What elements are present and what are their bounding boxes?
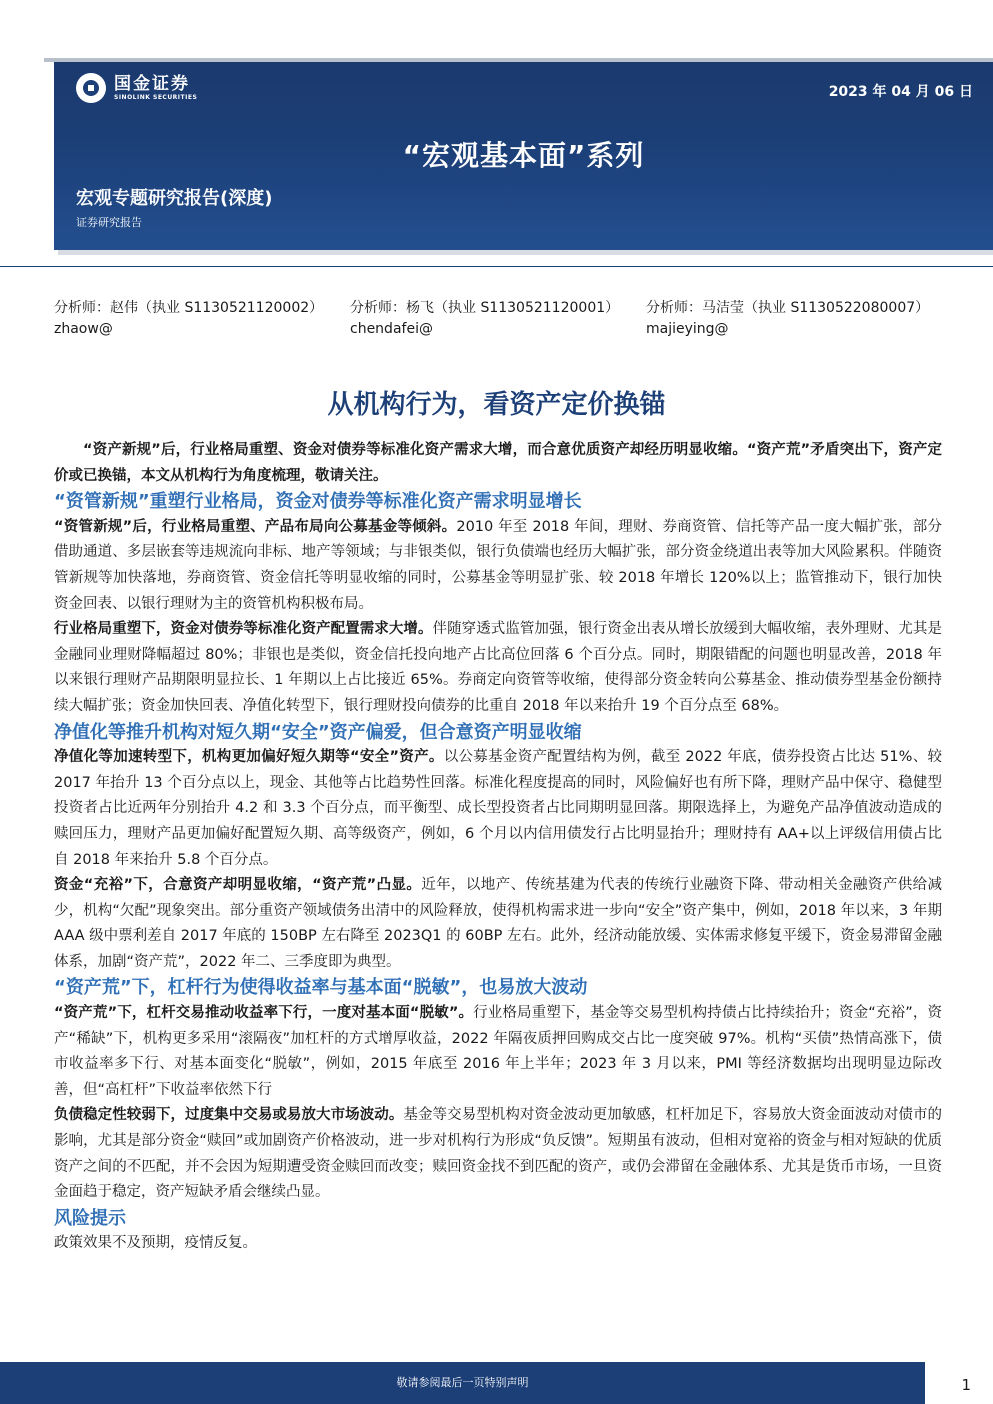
paragraph-lead: 负债稳定性较弱下，过度集中交易或易放大市场波动。 bbox=[54, 1107, 404, 1124]
footer-bar bbox=[0, 1362, 925, 1404]
paragraph-text: 基金等交易型机构对资金波动更加敏感，杠杆加足下，容易放大资金面波动对债市的影响，尤其是部分资金“赎回”或加剧资产价格波动，进一步对机构行为形成“负反馈”。短期虽有波动，但相对宽裕的资金与相对短缺的优质资产之间的不匹配，并不会因为短期遭受资金赎回而改变；赎回资金找不到匹配的资产，或仍会滞留在金融体系、尤其是货币市场，一旦资金面趋于稳定，资产短缺矛盾会继续凸显。 bbox=[54, 1107, 943, 1201]
analyst-name: 分析师：杨飞（执业 S1130521120001） bbox=[350, 300, 620, 316]
section-heading: “资管新规”重塑行业格局，资金对债券等标准化资产需求明显增长 bbox=[54, 491, 582, 513]
analyst-email: majieying@ bbox=[646, 321, 729, 337]
section-heading: 净值化等推升机构对短久期“安全”资产偏爱，但合意资产明显收缩 bbox=[54, 721, 582, 743]
intro-text: “资产新规”后，行业格局重塑、资金对债券等标准化资产需求大增，而合意优质资产却经历明显收缩。“资产荒”矛盾突出下，资产定价或已换锚，本文从机构行为角度梳理，敬请关注。 bbox=[54, 442, 942, 484]
intro-paragraph bbox=[54, 438, 942, 489]
paragraph-lead: 净值化等加速转型下，机构更加偏好短久期等“安全”资产。 bbox=[54, 749, 444, 766]
body-paragraph bbox=[54, 515, 942, 617]
body-paragraph bbox=[54, 1001, 942, 1103]
body-paragraph bbox=[54, 745, 942, 873]
paragraph-text: 行业格局重塑下，基金等交易型机构持债占比持续抬升；资金“充裕”，资产“稀缺”下，机构更多采用“滚隔夜”加杠杆的方式增厚收益，2022 年隔夜质押回购成交占比一度突破 97%。机构“买债”热情高涨下，债市收益率多下行、对基本面变化“脱敏”，例如，2015 年底至 2016 年上半年；2023 年 3 月以来，PMI 等经济数据均出现明显边际改善，但“高杠杆”下收益率依然下行 bbox=[54, 1005, 942, 1098]
paragraph-text: 政策效果不及预期，疫情反复。 bbox=[54, 1235, 257, 1252]
analyst-1 bbox=[54, 298, 323, 340]
analyst-name: 分析师：赵伟（执业 S1130521120002） bbox=[54, 300, 324, 316]
company-logo bbox=[76, 73, 197, 103]
analyst-email: zhaow@ bbox=[54, 321, 113, 337]
paragraph-text: 以公募基金资产配置结构为例，截至 2022 年底，债券投资占比达 51%、较 2017 年抬升 13 个百分点以上，现金、其他等占比趋势性回落。标准化程度提高的同时，风险偏好也有所下降，理财产品中保守、稳健型投资者占比近两年分别抬升 4.2 和 3.3 个百分点，而平衡型、成长型投资者占比同期明显回落。期限选择上，为避免产品净值波动造成的赎回压力，理财产品更加偏好配置短久期、高等级资产，例如，6 个月以内信用债发行占比明显抬升；理财持有 AA+以上评级信用债占比自 2018 年来抬升 5.8 个百分点。 bbox=[54, 749, 942, 868]
paragraph-text: 近年，以地产、传统基建为代表的传统行业融资下降、带动相关金融资产供给减少，机构“欠配”现象突出。部分重资产领域债务出清中的风险释放，使得机构需求进一步向“安全”资产集中，例如，2018 年以来，3 年期 AAA 级中票利差自 2017 年底的 150BP 左右降至 2023Q1 的 60BP 左右。此外，经济动能放缓、实体需求修复平缓下，资金易滞留金融体系，加剧“资产荒”，2022 年二、三季度即为典型。 bbox=[54, 877, 942, 970]
report-body bbox=[54, 438, 942, 1257]
analyst-email: chendafei@ bbox=[350, 321, 433, 337]
report-subtype: 证券研究报告 bbox=[76, 216, 142, 229]
risk-paragraph bbox=[54, 1231, 942, 1257]
logo-text bbox=[114, 75, 197, 102]
analyst-3 bbox=[646, 298, 929, 340]
header-top-line bbox=[44, 58, 993, 62]
paragraph-lead: “资产荒”下，杠杆交易推动收益率下行，一度对基本面“脱敏”。 bbox=[54, 1005, 474, 1022]
report-title: 从机构行为，看资产定价换锚 bbox=[327, 390, 666, 420]
paragraph-text: 2010 年至 2018 年间，理财、券商资管、信托等产品一度大幅扩张，部分借助通道、多层嵌套等违规流向非标、地产等领域；与非银类似，银行负债端也经历大幅扩张，部分资金绕道出表等加大风险累积。伴随资管新规等加快落地，券商资管、资金信托等明显收缩的同时，公募基金等明显扩张、较 2018 年增长 120%以上；监管推动下，银行加快资金回表、以银行理财为主的资管机构积极布局。 bbox=[54, 518, 942, 612]
report-date: 2023 年 04 月 06 日 bbox=[828, 84, 973, 100]
paragraph-lead: “资管新规”后，行业格局重塑、产品布局向公募基金等倾斜。 bbox=[54, 518, 457, 535]
paragraph-lead: 行业格局重塑下，资金对债券等标准化资产配置需求大增。 bbox=[54, 621, 433, 638]
analyst-list bbox=[54, 298, 954, 338]
paragraph-lead: 资金“充裕”下，合意资产却明显收缩，“资产荒”凸显。 bbox=[54, 877, 422, 894]
logo-en: SINOLINK SECURITIES bbox=[114, 93, 198, 101]
report-type: 宏观专题研究报告(深度) bbox=[76, 188, 273, 209]
analyst-name: 分析师：马洁莹（执业 S1130522080007） bbox=[646, 300, 930, 316]
series-title: “宏观基本面”系列 bbox=[402, 139, 645, 172]
paragraph-text: 伴随穿透式监管加强，银行资金出表从增长放缓到大幅收缩，表外理财、尤其是金融同业理财降幅超过 80%；非银也是类似，资金信托投向地产占比高位回落 6 个百分点。同时，期限错配的问题也明显改善，2018 年以来银行理财产品期限明显拉长、1 年期以上占比接近 65%。券商定向资管等收缩，使得部分资金转向公募基金、推动债券型基金份额持续大幅扩张；资金加快回表、净值化转型下，银行理财投向债券的比重自 2018 年以来抬升 19 个百分点至 68%。 bbox=[54, 621, 942, 714]
logo-cn: 国金证券 bbox=[114, 73, 190, 94]
disclaimer-note: 敬请参阅最后一页特别声明 bbox=[396, 1376, 529, 1389]
page-number: 1 bbox=[961, 1376, 971, 1394]
section-heading: “资产荒”下，杠杆行为使得收益率与基本面“脱敏”，也易放大波动 bbox=[54, 977, 588, 999]
analyst-2 bbox=[350, 298, 619, 340]
report-header bbox=[54, 62, 993, 250]
body-paragraph bbox=[54, 1103, 942, 1205]
body-paragraph bbox=[54, 617, 942, 719]
header-divider bbox=[0, 266, 993, 267]
logo-mark-icon bbox=[76, 73, 106, 103]
body-paragraph bbox=[54, 873, 942, 975]
section-heading: 风险提示 bbox=[54, 1207, 126, 1229]
